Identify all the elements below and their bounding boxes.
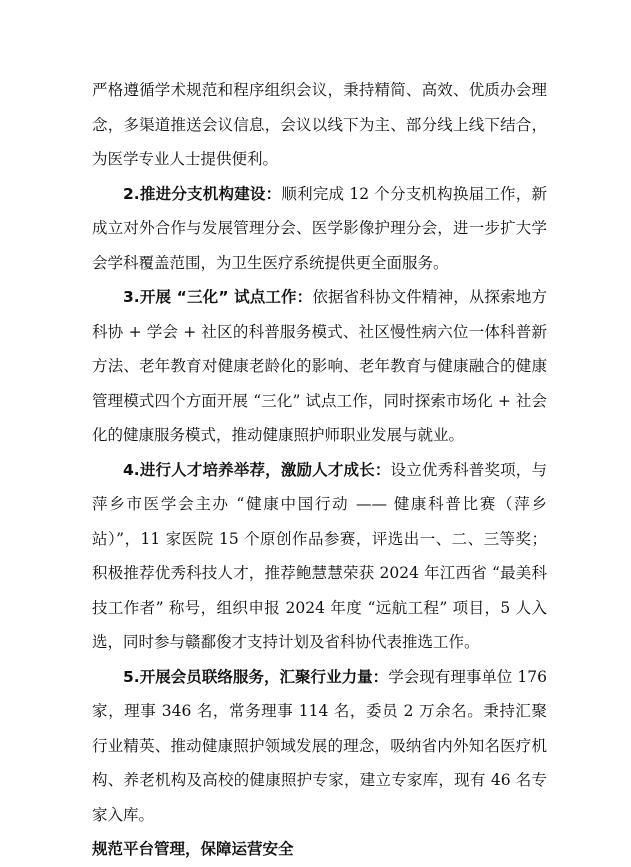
paragraph-branch-construction-text: 顺利完成 12 个分支机构换届工作，新成立对外合作与发展管理分会、医学影像护理分会，进一步扩大学会学科覆盖范围，为卫生医疗系统提供更全面服务。 — [92, 184, 547, 272]
paragraph-member-service-lead: 5.开展会员联络服务，汇聚行业力量： — [123, 667, 389, 686]
paragraph-member-service-text: 学会现有理事单位 176 家，理事 346 名，常务理事 114 名，委员 2 万余名。秉持汇聚行业精英、推动健康照护领域发展的理念，吸纳省内外知名医疗机构、养老机构及高校的健康照护专家，建立专家库，现有 46 名专家入库。 — [92, 667, 547, 824]
paragraph-intro-text: 严格遵循学术规范和程序组织会议，秉持精简、高效、优质办会理念，多渠道推送会议信息，会议以线下为主、部分线上线下结合，为医学专业人士提供便利。 — [92, 81, 547, 168]
paragraph-pilot-work — [92, 280, 547, 453]
paragraph-pilot-work-text: 依据省科协文件精神，从探索地方科协 + 学会 + 社区的科普服务模式、社区慢性病六位一体科普新方法、老年教育对健康老龄化的影响、老年教育与健康融合的健康管理模式四个方面开展 “三化” 试点工作，同时探索市场化 + 社会化的健康服务模式，推动健康照护师职业发展与就业。 — [92, 288, 547, 444]
paragraph-talent-cultivation-lead: 4.进行人才培养举荐，激励人才成长： — [123, 460, 391, 479]
paragraph-member-service — [92, 660, 547, 833]
section-heading: 规范平台管理，保障运营安全 — [92, 840, 294, 858]
paragraph-intro — [92, 73, 547, 177]
paragraph-talent-cultivation — [92, 453, 547, 660]
paragraph-pilot-work-lead: 3.开展 “三化” 试点工作： — [123, 288, 313, 306]
paragraph-branch-construction-lead: 2.推进分支机构建设： — [123, 184, 282, 203]
paragraph-talent-cultivation-text: 设立优秀科普奖项，与萍乡市医学会主办 “健康中国行动 —— 健康科普比赛（萍乡站）”，11 家医院 15 个原创作品参赛，评选出一、二、三等奖；积极推荐优秀科技人才，推荐鲍慧慧荣获 2024 年江西省 “最美科技工作者” 称号，组织申报 2024 年度 “远航工程” 项目，5 人入选，同时参与赣鄱俊才支持计划及省科协代表推选工作。 — [92, 460, 547, 651]
paragraph-branch-construction — [92, 177, 547, 281]
